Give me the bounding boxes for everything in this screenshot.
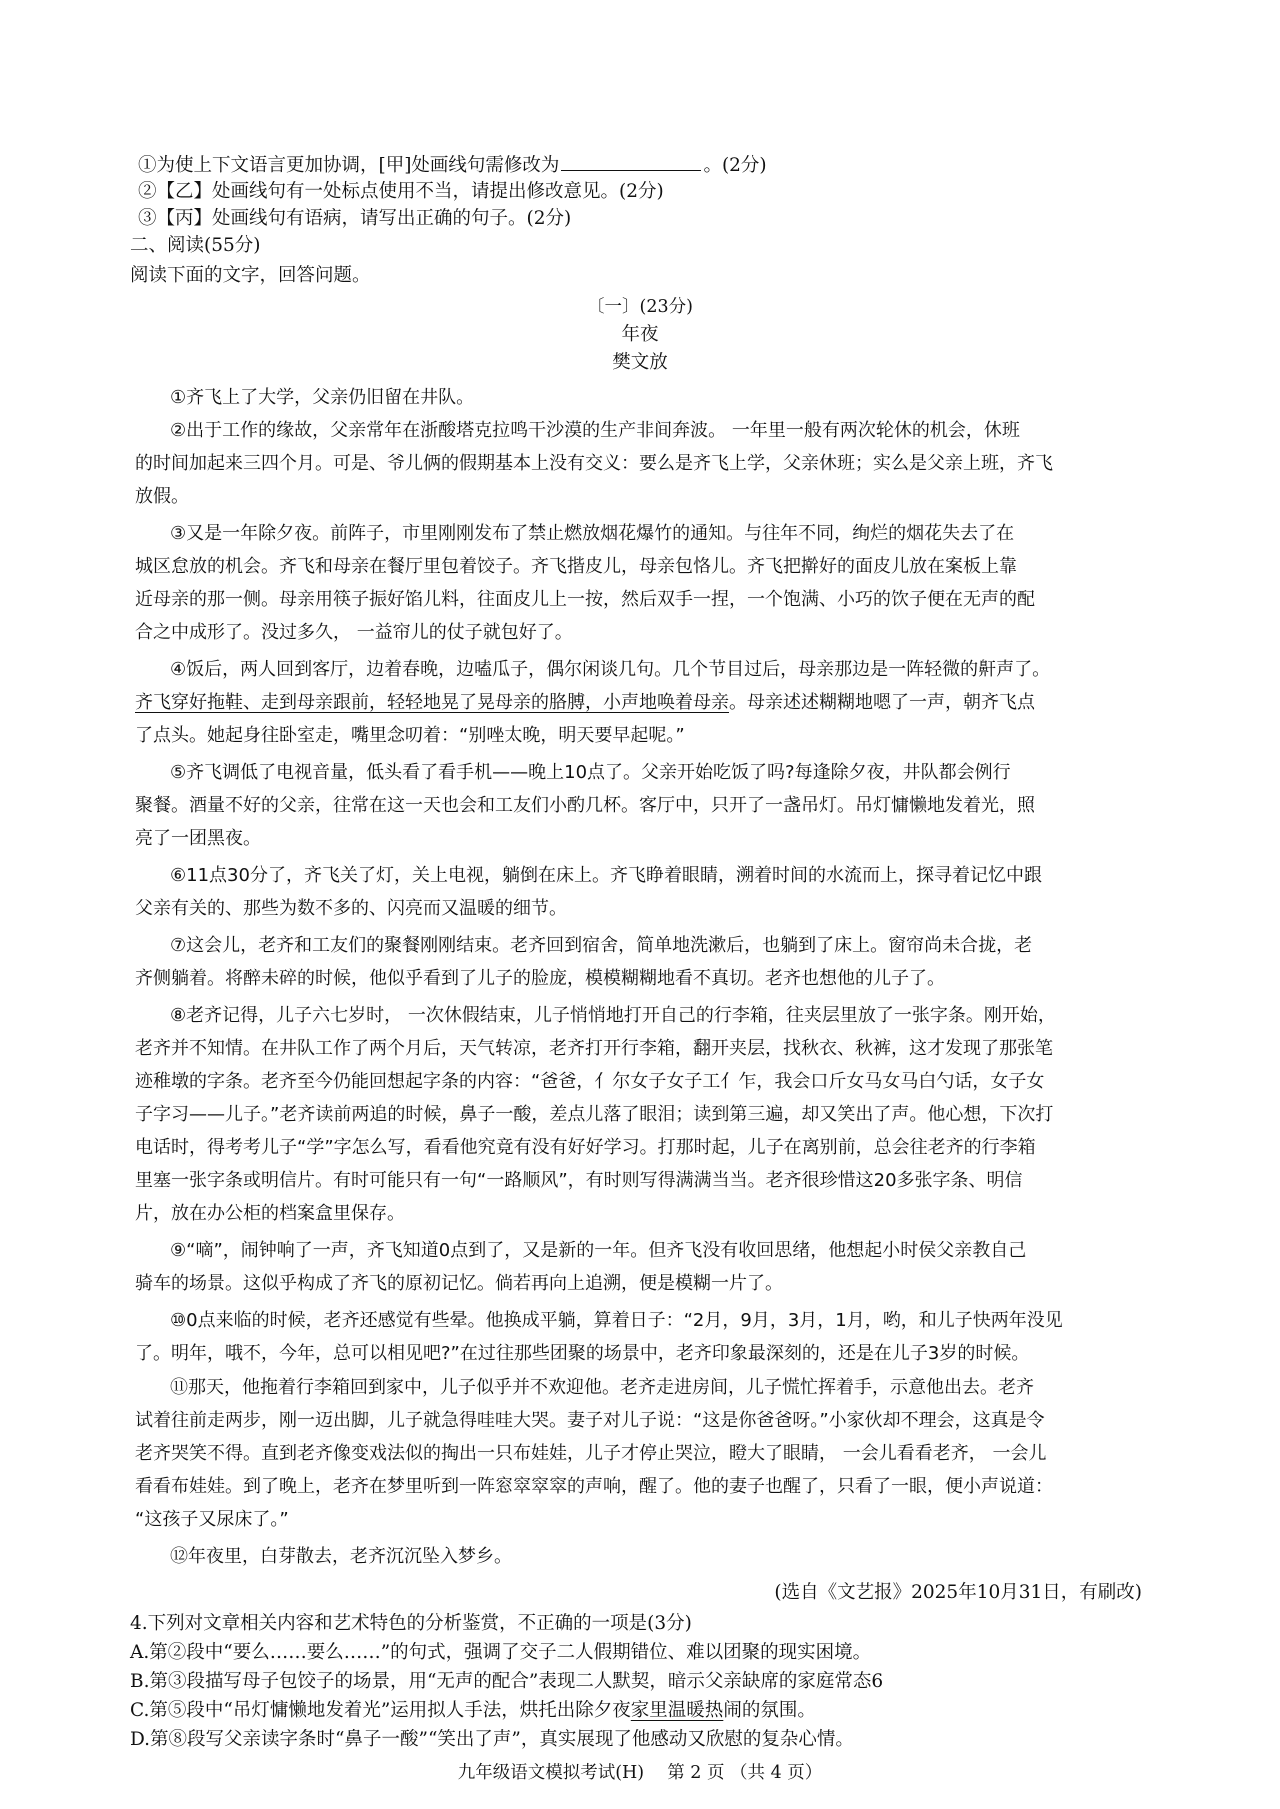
article-author: 樊文放	[612, 352, 668, 373]
answer-blank	[561, 152, 701, 171]
question-1	[138, 152, 767, 179]
paragraph-9-line-1: ⑨“嘀”，闹钟响了一声，齐飞知道0点到了，又是新的一年。但齐飞没有收回思绪，他想起小时侯父亲教自己	[170, 1240, 1027, 1261]
paragraph-3-line-3: 近母亲的那一侧。母亲用筷子振好馅儿料，往面皮儿上一按，然后双手一捏，一个饱满、小巧的饮子便在无声的配	[135, 589, 1035, 610]
section-heading: 二、阅读(55分)	[130, 235, 261, 256]
option-d: D.第⑧段写父亲读字条时“鼻子一酸”“笑出了声”，真实展现了他感动又欣慰的复杂心情。	[130, 1729, 854, 1750]
paragraph-2-line-2: 的时间加起来三四个月。可是、爷儿俩的假期基本上没有交义：要么是齐飞上学，父亲休班；实么是父亲上班，齐飞	[135, 453, 1053, 474]
option-c-end: 闹的氛围。	[723, 1700, 816, 1721]
paragraph-3-line-4: 合之中成形了。没过多久， 一益帘儿的仗子就包好了。	[135, 622, 573, 643]
paragraph-7-line-2: 齐侧躺着。将醉未碎的时候，他似乎看到了儿子的脸庞，模模糊糊地看不真切。老齐也想他的儿子了。	[135, 968, 945, 989]
paragraph-12: ⑫年夜里，白芽散去，老齐沉沉坠入梦乡。	[170, 1546, 512, 1567]
paragraph-3-line-1: ③又是一年除夕夜。前阵子，市里刚刚发布了禁止燃放烟花爆竹的通知。与往年不同，绚烂的烟花失去了在	[170, 523, 1015, 544]
article-source: (选自《文艺报》2025年10月31日，有刷改)	[774, 1582, 1142, 1603]
paragraph-11-line-3: 老齐哭笑不得。直到老齐像变戏法似的掏出一只布娃娃，儿子才停止哭泣，瞪大了眼睛， 一会儿看看老齐， 一会儿	[135, 1443, 1047, 1464]
paragraph-4-line-3: 了点头。她起身往卧室走，嘴里念叨着：“别唑太晚，明天要早起呢。”	[135, 725, 685, 746]
paragraph-8-line-4: 子字习——儿子。”老齐读前两追的时候，鼻子一酸，差点儿落了眼泪；读到第三遍，却又笑出了声。他心想，下次打	[135, 1104, 1054, 1125]
article-title: 年夜	[621, 324, 659, 345]
paragraph-10-line-2: 了。明年，哦不，今年，总可以相见吧?”在过往那些团聚的场景中，老齐印象最深刻的，还是在儿子3岁的时候。	[135, 1343, 1030, 1364]
paragraph-4-line-2	[135, 690, 1035, 716]
paragraph-5-line-3: 亮了一团黑夜。	[135, 828, 261, 849]
underlined-sentence: 齐飞穿好拖鞋、走到母亲跟前，轻轻地晃了晃母亲的胳膊，小声地唤着母亲	[135, 692, 729, 713]
question-3: ③【丙】处画线句有语病，请写出正确的句子。(2分)	[138, 208, 572, 229]
question-4-stem: 4.下列对文章相关内容和艺术特色的分析鉴赏，不正确的一项是(3分)	[130, 1613, 692, 1634]
option-c	[130, 1698, 816, 1724]
paragraph-6-line-1: ⑥11点30分了，齐飞关了灯，关上电视，躺倒在床上。齐飞睁着眼睛，溯着时间的水流而上，探寻着记忆中跟	[170, 865, 1042, 886]
paragraph-5-line-2: 聚餐。酒量不好的父亲，往常在这一天也会和工友们小酌几杯。客厅中，只开了一盏吊灯。吊灯慵懒地发着光，照	[135, 795, 1035, 816]
paragraph-3-line-2: 城区怠放的机会。齐飞和母亲在餐厅里包着饺子。齐飞揩皮儿，母亲包恪儿。齐飞把擀好的面皮儿放在案板上靠	[135, 556, 1017, 577]
paragraph-10-line-1: ⑩0点来临的时候，老齐还感觉有些晕。他换成平躺，算着日子：“2月，9月，3月，1月，哟，和儿子快两年没见	[170, 1310, 1063, 1331]
paragraph-11-line-2: 试着往前走两步，刚一迈出脚，儿子就急得哇哇大哭。妻子对儿子说：“这是你爸爸呀。”小家伙却不理会，这真是令	[135, 1410, 1045, 1431]
paragraph-8-line-6: 里塞一张字条或明信片。有时可能只有一句“一路顺风”，有时则写得满满当当。老齐很珍惜这20多张字条、明信	[135, 1170, 1023, 1191]
paragraph-2-line-1: ②出于工作的缘故，父亲常年在浙酸塔克拉鸣干沙漠的生产非间奔波。 一年里一般有两次轮休的机会，休班	[170, 420, 1020, 441]
paragraph-6-line-2: 父亲有关的、那些为数不多的、闪亮而又温暖的细节。	[135, 898, 567, 919]
paragraph-8-line-7: 片，放在办公柜的档案盒里保存。	[135, 1203, 405, 1224]
option-c-text: C.第⑤段中“吊灯慵懒地发着光”运用拟人手法，烘托出除夕夜	[130, 1700, 631, 1721]
option-a: A.第②段中“要么……要么……”的句式，强调了交子二人假期错位、难以团聚的现实困境。	[130, 1642, 872, 1663]
paragraph-8-line-3: 迹稚墩的字条。老齐至今仍能回想起字条的内容：“爸爸，亻尔女子女子工亻乍，我会口斤女马女马白勺话，女子女	[135, 1071, 1045, 1092]
section-instruction: 阅读下面的文字，回答问题。	[130, 265, 371, 286]
option-b: B.第③段描写母子包饺子的场景，用“无声的配合”表现二人默契，暗示父亲缺席的家庭常态6	[130, 1671, 884, 1692]
option-c-underlined: 家里温暖热	[630, 1700, 724, 1721]
paragraph-11-line-1: ⑪那天，他拖着行李箱回到家中，儿子似乎并不欢迎他。老齐走进房间，儿子慌忙挥着手，示意他出去。老齐	[170, 1377, 1034, 1398]
question-2: ②【乙】处画线句有一处标点使用不当，请提出修改意见。(2分)	[138, 181, 664, 202]
paragraph-4-line-2-rest: 。母亲述述糊糊地嗯了一声，朝齐飞点	[729, 692, 1035, 713]
paragraph-5-line-1: ⑤齐飞调低了电视音量，低头看了看手机——晚上10点了。父亲开始吃饭了吗?每逢除夕夜，井队都会例行	[170, 762, 1011, 783]
paragraph-9-line-2: 骑车的场景。这似乎构成了齐飞的原初记忆。倘若再向上追溯，便是模糊一片了。	[135, 1273, 783, 1294]
page-footer: 九年级语文模拟考试(H) 第 2 页 （共 4 页）	[457, 1763, 823, 1783]
paragraph-11-line-4: 看看布娃娃。到了晚上，老齐在梦里听到一阵窓窣窣窣的声响，醒了。他的妻子也醒了，只看了一眼，便小声说道：	[135, 1476, 1053, 1497]
question-1-score: 。(2分)	[703, 155, 767, 176]
paragraph-4-line-1: ④饭后，两人回到客厅，边着春晚，边嗑瓜子，偶尔闲谈几句。几个节目过后，母亲那边是一阵轻微的鼾声了。	[170, 659, 1051, 680]
paragraph-8-line-1: ⑧老齐记得，儿子六七岁时， 一次休假结束，儿子悄悄地打开自己的行李箱，往夹层里放了一张字条。刚开始，	[170, 1005, 1056, 1026]
paragraph-7-line-1: ⑦这会儿，老齐和工友们的聚餐刚刚结束。老齐回到宿舍，简单地洗漱后，也躺到了床上。窗帘尚未合拢，老	[170, 935, 1033, 956]
paragraph-2-line-3: 放假。	[135, 486, 189, 507]
part-label: 〔一〕(23分)	[587, 297, 693, 317]
paragraph-8-line-5: 电话时，得考考儿子“学”字怎么写，看看他究竟有没有好好学习。打那时起，儿子在离别前，总会往老齐的行李箱	[135, 1137, 1036, 1158]
question-1-text: ①为使上下文语言更加协调，[甲]处画线句需修改为	[138, 155, 560, 176]
paragraph-11-line-5: “这孩子又尿床了。”	[135, 1509, 289, 1530]
paragraph-1: ①齐飞上了大学，父亲仍旧留在井队。	[170, 387, 475, 408]
paragraph-8-line-2: 老齐并不知情。在井队工作了两个月后，天气转凉，老齐打开行李箱，翻开夹层，找秋衣、秋裤，这才发现了那张笔	[135, 1038, 1053, 1059]
